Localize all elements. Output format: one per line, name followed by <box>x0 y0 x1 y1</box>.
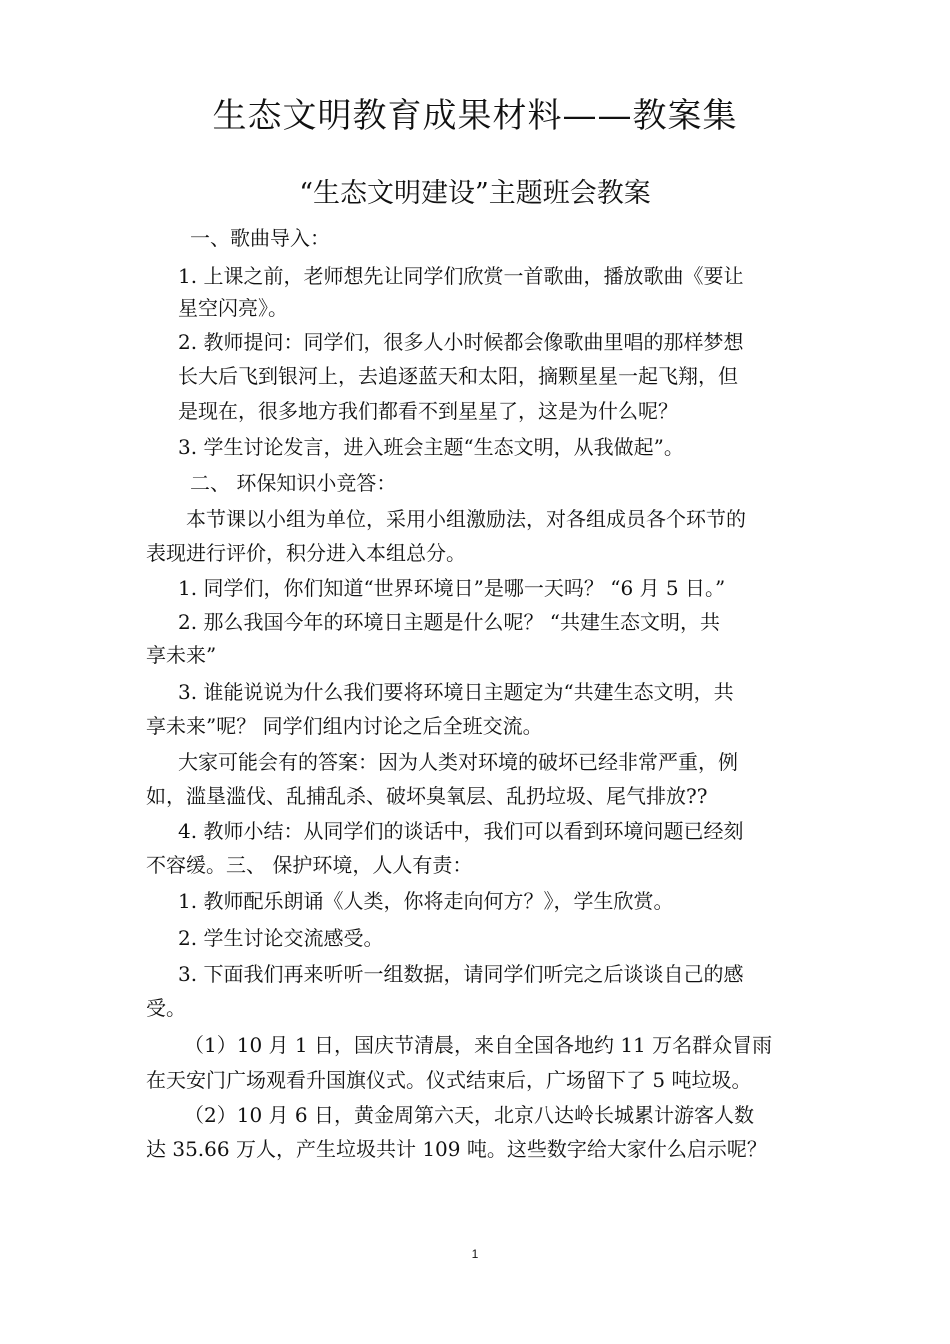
text-line: 4. 教师小结：从同学们的谈话中，我们可以看到环境问题已经刻 <box>178 819 744 843</box>
text-line: 2. 学生讨论交流感受。 <box>178 926 384 950</box>
text-line: 享未来”呢？ 同学们组内讨论之后全班交流。 <box>146 714 543 738</box>
text-line: 1. 同学们，你们知道“世界环境日”是哪一天吗？ “6 月 5 日。” <box>178 576 726 600</box>
document-title: 生态文明教育成果材料——教案集 <box>212 96 738 136</box>
text-line: 达 35.66 万人，产生垃圾共计 109 吨。这些数字给大家什么启示呢？ <box>146 1137 767 1161</box>
text-line: 星空闪亮》。 <box>178 296 288 320</box>
text-line: 是现在，很多地方我们都看不到星星了，这是为什么呢？ <box>178 399 678 423</box>
text-line: 本节课以小组为单位，采用小组激励法，对各组成员各个环节的 <box>186 507 746 531</box>
text-line: （2）10 月 6 日，黄金周第六天，北京八达岭长城累计游客人数 <box>184 1103 754 1127</box>
text-line: 不容缓。三、 保护环境，人人有责： <box>146 853 473 877</box>
heading-quiz: 二、 环保知识小竞答： <box>190 471 397 495</box>
text-line: 2. 教师提问：同学们，很多人小时候都会像歌曲里唱的那样梦想 <box>178 330 744 354</box>
text-line: 在天安门广场观看升国旗仪式。仪式结束后，广场留下了 5 吨垃圾。 <box>146 1068 752 1092</box>
text-line: （1）10 月 1 日，国庆节清晨，来自全国各地约 11 万名群众冒雨 <box>184 1033 773 1057</box>
page-number: 1 <box>471 1247 479 1261</box>
text-line: 享未来” <box>146 643 217 667</box>
text-line: 2. 那么我国今年的环境日主题是什么呢？ “共建生态文明，共 <box>178 610 721 634</box>
text-line: 3. 下面我们再来听听一组数据，请同学们听完之后谈谈自己的感 <box>178 962 744 986</box>
lesson-plan-title: “生态文明建设”主题班会教案 <box>299 178 651 209</box>
heading-song-intro: 一、歌曲导入： <box>190 226 330 250</box>
text-line: 3. 学生讨论发言，进入班会主题“生态文明，从我做起”。 <box>178 435 684 459</box>
text-line: 大家可能会有的答案：因为人类对环境的破坏已经非常严重，例 <box>178 750 738 774</box>
text-line: 如，滥垦滥伐、乱捕乱杀、破坏臭氧层、乱扔垃圾、尾气排放?? <box>146 784 708 808</box>
text-line: 3. 谁能说说为什么我们要将环境日主题定为“共建生态文明，共 <box>178 680 734 704</box>
text-line: 受。 <box>146 996 186 1020</box>
text-line: 表现进行评价，积分进入本组总分。 <box>146 541 466 565</box>
text-line: 1. 教师配乐朗诵《人类，你将走向何方？》，学生欣赏。 <box>178 889 674 913</box>
text-line: 1. 上课之前，老师想先让同学们欣赏一首歌曲，播放歌曲《要让 <box>178 264 744 288</box>
text-line: 长大后飞到银河上，去追逐蓝天和太阳，摘颗星星一起飞翔，但 <box>178 364 738 388</box>
